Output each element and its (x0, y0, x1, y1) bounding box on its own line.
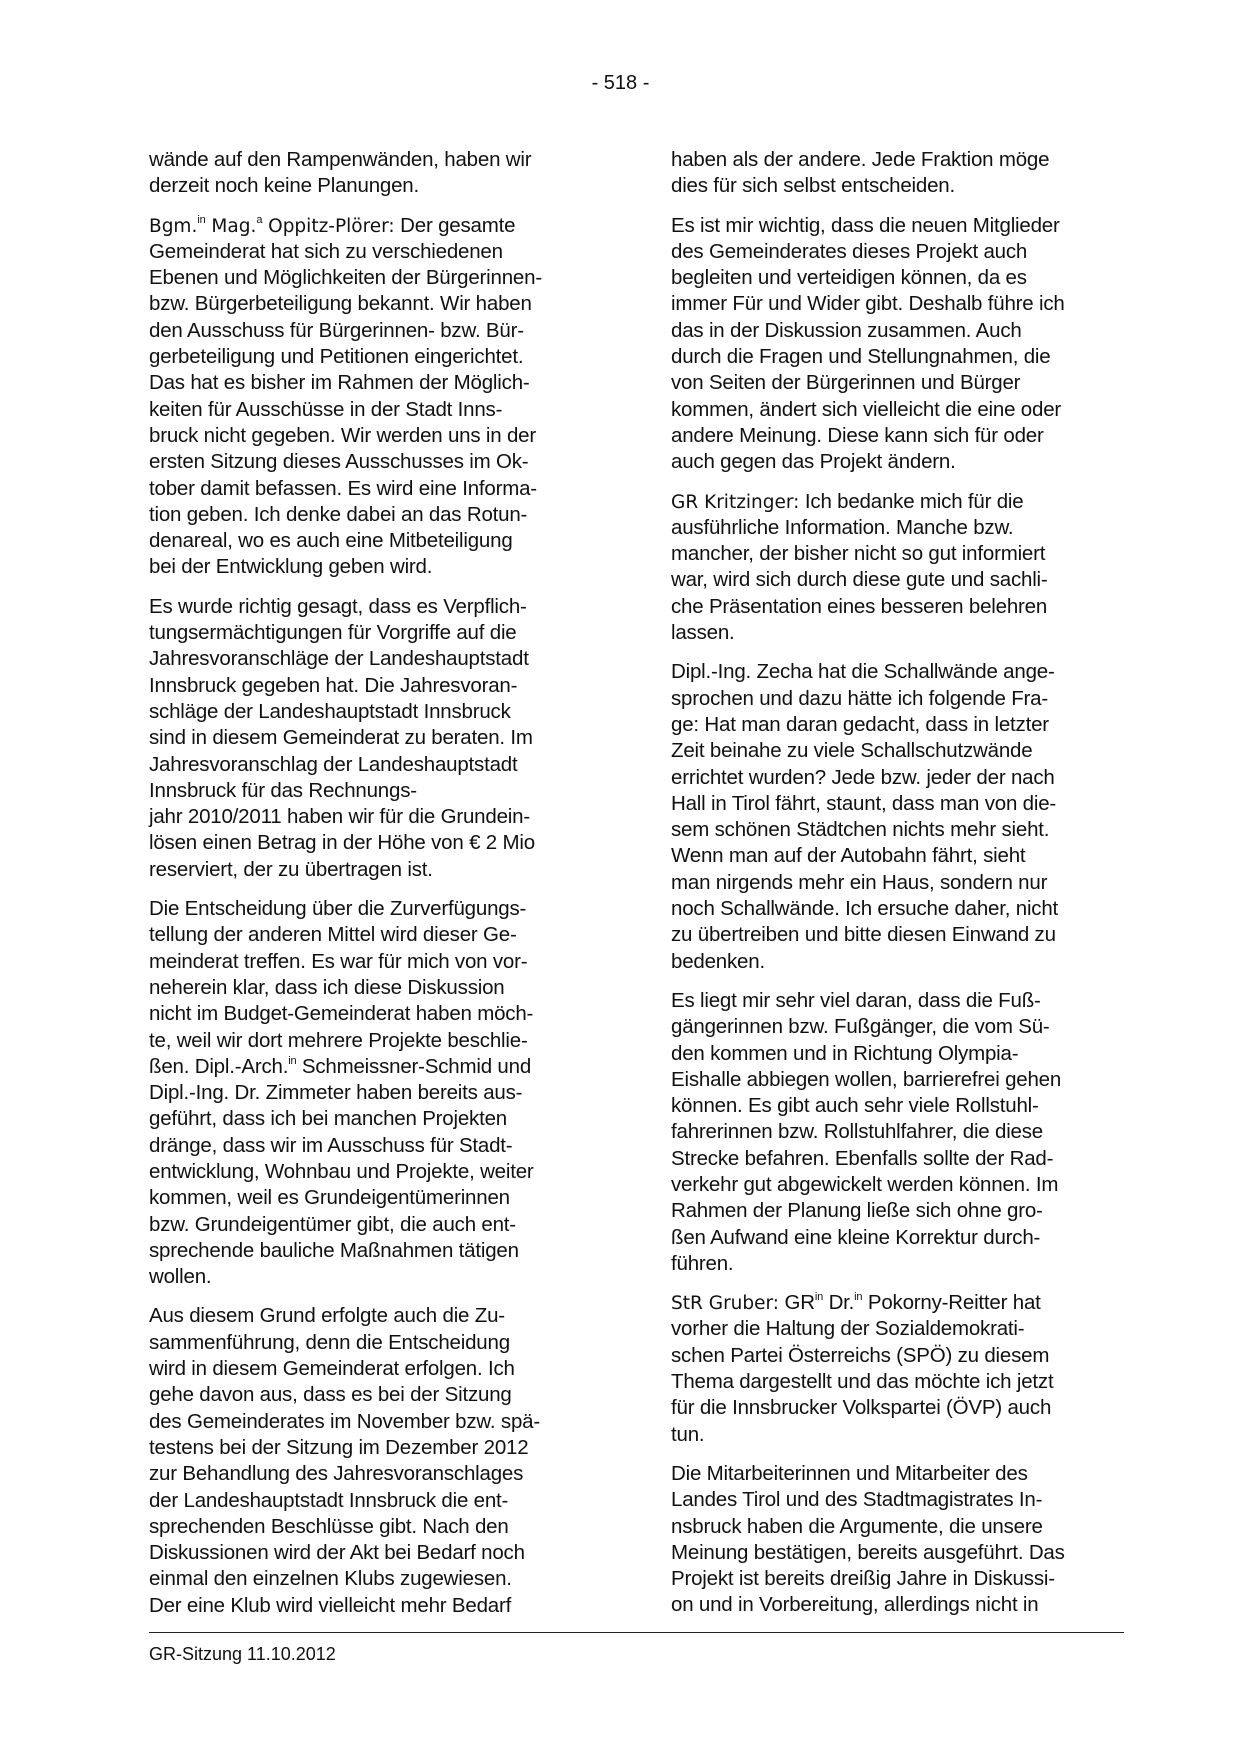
text-line: Eishalle abbiegen wollen, barrierefrei gehen (671, 1067, 1062, 1091)
superscript: in (197, 213, 206, 226)
superscript: a (256, 213, 263, 226)
text-line: entwicklung, Wohnbau und Projekte, weiter (149, 1159, 534, 1183)
text-line: Es wurde richtig gesagt, dass es Verpflich- (149, 594, 527, 618)
text-line: bzw. Grundeigentümer gibt, die auch ent- (149, 1212, 516, 1236)
text-line: schläge der Landeshauptstadt Innsbruck (149, 699, 511, 723)
text-line: sprechenden Beschlüsse gibt. Nach den (149, 1514, 509, 1538)
text-line: kommen, ändert sich vielleicht die eine oder (671, 397, 1062, 421)
superscript: in (814, 1291, 824, 1304)
text-line: man nirgends mehr ein Haus, sondern nur (671, 870, 1048, 894)
text-line: Jahresvoranschläge der Landeshauptstadt (149, 647, 529, 671)
paragraph (671, 213, 1131, 476)
text-line: ausführliche Information. Manche bzw. (671, 515, 1014, 539)
left-column (149, 147, 609, 1632)
text-line: bruck nicht gegeben. Wir werden uns in der (149, 423, 537, 447)
paragraph (149, 213, 609, 581)
text-line: kommen, weil es Grundeigentümerinnen (149, 1186, 510, 1210)
text-line: Strecke befahren. Ebenfalls sollte der Rad- (671, 1146, 1054, 1170)
paragraph (671, 988, 1131, 1277)
text-line: sprochen und dazu hätte ich folgende Fra- (671, 686, 1048, 710)
paragraph (149, 147, 609, 200)
text-line: testens bei der Sitzung im Dezember 2012 (149, 1435, 529, 1459)
right-column (671, 147, 1131, 1632)
page-number: - 518 - (591, 72, 650, 94)
text-line: schen Partei Österreichs (SPÖ) zu diesem (671, 1343, 1050, 1367)
text-line: für die Innsbrucker Volkspartei (ÖVP) auch (671, 1396, 1052, 1420)
text-line: tellung der anderen Mittel wird dieser Ge- (149, 923, 517, 947)
speaker-name: Oppitz-Plörer: (262, 215, 395, 237)
text-line: ßen Aufwand eine kleine Korrektur durch- (671, 1225, 1041, 1249)
text-line: führen. (671, 1251, 734, 1275)
text-line: Meinung bestätigen, bereits ausgeführt. Das (671, 1540, 1065, 1564)
text-line: haben als der andere. Jede Fraktion möge (671, 148, 1050, 171)
text-line: Zeit beinahe zu viele Schallschutzwände (671, 739, 1033, 763)
text-segment: Dr. (823, 1291, 855, 1315)
text-line: sammenführung, denn die Entscheidung (149, 1330, 510, 1354)
text-line: Der eine Klub wird vielleicht mehr Bedarf (149, 1593, 512, 1617)
speaker-name: StR Gruber: (671, 1293, 780, 1315)
text-line: te, weil wir dort mehrere Projekte beschlie- (149, 1028, 528, 1052)
text-line: verkehr gut abgewickelt werden können. Im (671, 1172, 1059, 1196)
text-line: andere Meinung. Diese kann sich für oder (671, 423, 1044, 447)
text-line: auch gegen das Projekt ändern. (671, 450, 956, 474)
paragraph (149, 1303, 609, 1619)
text-line: der Landeshauptstadt Innsbruck die ent- (149, 1488, 509, 1512)
text-line: tungsermächtigungen für Vorgriffe auf die (149, 621, 517, 645)
text-line: bzw. Bürgerbeteiligung bekannt. Wir haben (149, 292, 532, 316)
text-line: geführt, dass ich bei manchen Projekten (149, 1107, 507, 1131)
text-line: sind in diesem Gemeinderat zu beraten. Im (149, 726, 533, 750)
text-line: sem schönen Städtchen nichts mehr sieht. (671, 818, 1050, 842)
text-segment: ßen. Dipl.-Arch. (149, 1054, 289, 1078)
text-segment: Der gesamte (394, 213, 516, 237)
paragraph (149, 594, 609, 883)
text-segment: Schmeissner-Schmid und (296, 1054, 532, 1078)
superscript: in (288, 1054, 297, 1067)
text-line: jahr 2010/2011 haben wir für die Grundein- (149, 805, 530, 829)
text-line (671, 1290, 1131, 1316)
paragraph (671, 489, 1131, 647)
text-line: dränge, dass wir im Ausschuss für Stadt- (149, 1133, 513, 1157)
paragraph (671, 1461, 1131, 1619)
text-line: lassen. (671, 621, 735, 645)
text-line: das in der Diskussion zusammen. Auch (671, 318, 1022, 342)
text-line: gerbeteiligung und Petitionen eingerichtet. (149, 345, 524, 369)
text-line: gängerinnen bzw. Fußgänger, die vom Sü- (671, 1015, 1050, 1039)
text-line: bedenken. (671, 949, 765, 973)
text-line: Ebenen und Möglichkeiten der Bürgerinnen- (149, 266, 542, 290)
text-line: nicht im Budget-Gemeinderat haben möch- (149, 1002, 534, 1026)
text-line: bei der Entwicklung geben wird. (149, 555, 433, 579)
text-line: einmal den einzelnen Klubs zugewiesen. (149, 1567, 512, 1591)
superscript: in (854, 1291, 863, 1304)
text-line (149, 1054, 609, 1080)
text-line: Die Entscheidung über die Zurverfügungs- (149, 897, 527, 921)
text-line (149, 213, 609, 239)
text-line: Das hat es bisher im Rahmen der Möglich- (149, 371, 530, 395)
text-segment: Ich bedanke mich für die (799, 489, 1024, 513)
text-line: noch Schallwände. Ich ersuche daher, nicht (671, 897, 1059, 921)
text-line: ersten Sitzung dieses Ausschusses im Ok- (149, 450, 529, 474)
text-line: Gemeinderat hat sich zu verschiedenen (149, 239, 503, 263)
text-line: den kommen und in Richtung Olympia- (671, 1041, 1019, 1065)
paragraph (671, 1290, 1131, 1448)
text-line: nsbruck haben die Argumente, die unsere (671, 1514, 1043, 1538)
text-line: von Seiten der Bürgerinnen und Bürger (671, 371, 1021, 395)
text-line: wände auf den Rampenwänden, haben wir (149, 148, 532, 171)
text-line: Projekt ist bereits dreißig Jahre in Diskussi- (671, 1567, 1055, 1591)
text-line: Jahresvoranschlag der Landeshauptstadt (149, 752, 518, 776)
text-line: Landes Tirol und des Stadtmagistrates In- (671, 1488, 1043, 1512)
footer-session-date: GR-Sitzung 11.10.2012 (149, 1644, 336, 1664)
speaker-name: Bgm. (149, 215, 198, 237)
text-line: tun. (671, 1422, 705, 1446)
paragraph (671, 659, 1131, 975)
text-line: Die Mitarbeiterinnen und Mitarbeiter des (671, 1461, 1028, 1485)
text-line: Diskussionen wird der Akt bei Bedarf noch (149, 1541, 525, 1565)
text-line: war, wird sich durch diese gute und sachli- (671, 568, 1048, 592)
text-line: Dipl.-Ing. Dr. Zimmeter haben bereits aus- (149, 1081, 523, 1105)
text-line: Dipl.-Ing. Zecha hat die Schallwände ange- (671, 660, 1055, 684)
text-line: gehe davon aus, dass es bei der Sitzung (149, 1383, 512, 1407)
text-line: fahrerinnen bzw. Rollstuhlfahrer, die diese (671, 1120, 1044, 1144)
text-line: reserviert, der zu übertragen ist. (149, 857, 433, 881)
text-line: Innsbruck gegeben hat. Die Jahresvoran- (149, 673, 518, 697)
text-line: denareal, wo es auch eine Mitbeteiligung (149, 529, 513, 553)
paragraph (671, 147, 1131, 200)
text-line: Hall in Tirol fährt, staunt, dass man von die- (671, 791, 1057, 815)
text-segment: GR (779, 1291, 815, 1315)
text-line: tober damit befassen. Es wird eine Informa- (149, 476, 537, 500)
text-line: des Gemeinderates im November bzw. spä- (149, 1409, 540, 1433)
text-line: vorher die Haltung der Sozialdemokrati- (671, 1317, 1025, 1341)
text-line: zu übertreiben und bitte diesen Einwand zu (671, 923, 1056, 947)
text-line: können. Es gibt auch sehr viele Rollstuhl- (671, 1094, 1039, 1118)
text-line: Aus diesem Grund erfolgte auch die Zu- (149, 1304, 505, 1328)
text-line: che Präsentation eines besseren belehren (671, 594, 1048, 618)
text-line: lösen einen Betrag in der Höhe von € 2 Mio (149, 831, 535, 855)
text-line: begleiten und verteidigen können, da es (671, 266, 1027, 290)
paragraph (149, 896, 609, 1290)
text-line: Es liegt mir sehr viel daran, dass die Fuß- (671, 988, 1041, 1012)
text-line: Rahmen der Planung ließe sich ohne gro- (671, 1199, 1043, 1223)
text-line: meinderat treffen. Es war für mich von vor- (149, 949, 528, 973)
text-line: wollen. (149, 1265, 212, 1289)
speaker-name: GR Kritzinger: (671, 491, 800, 513)
text-line: on und in Vorbereitung, allerdings nicht in (671, 1593, 1039, 1617)
text-line: durch die Fragen und Stellungnahmen, die (671, 345, 1051, 369)
text-line: zur Behandlung des Jahresvoranschlages (149, 1462, 524, 1486)
text-line: keiten für Ausschüsse in der Stadt Inns- (149, 397, 503, 421)
text-line: mancher, der bisher nicht so gut informiert (671, 542, 1046, 566)
text-line: des Gemeinderates dieses Projekt auch (671, 239, 1028, 263)
text-segment: Pokorny-Reitter hat (862, 1291, 1041, 1315)
text-line: dies für sich selbst entscheiden. (671, 174, 955, 198)
text-line: sprechende bauliche Maßnahmen tätigen (149, 1238, 519, 1262)
text-line: derzeit noch keine Planungen. (149, 174, 420, 198)
footer-divider (149, 1632, 1124, 1633)
text-line: Es ist mir wichtig, dass die neuen Mitglieder (671, 213, 1060, 237)
text-line: neherein klar, dass ich diese Diskussion (149, 975, 505, 999)
text-line: den Ausschuss für Bürgerinnen- bzw. Bür- (149, 318, 524, 342)
text-line: Wenn man auf der Autobahn fährt, sieht (671, 844, 1026, 868)
text-line: wird in diesem Gemeinderat erfolgen. Ich (149, 1357, 515, 1381)
speaker-name: Mag. (205, 215, 257, 237)
text-line: Thema dargestellt und das möchte ich jetzt (671, 1370, 1054, 1394)
text-line: tion geben. Ich denke dabei an das Rotun- (149, 502, 528, 526)
text-line: immer Für und Wider gibt. Deshalb führe ich (671, 292, 1065, 316)
text-line: errichtet wurden? Jede bzw. jeder der nach (671, 765, 1055, 789)
text-line (671, 489, 1131, 515)
text-line: ge: Hat man daran gedacht, dass in letzter (671, 712, 1049, 736)
text-line: Innsbruck für das Rechnungs- (149, 778, 417, 802)
